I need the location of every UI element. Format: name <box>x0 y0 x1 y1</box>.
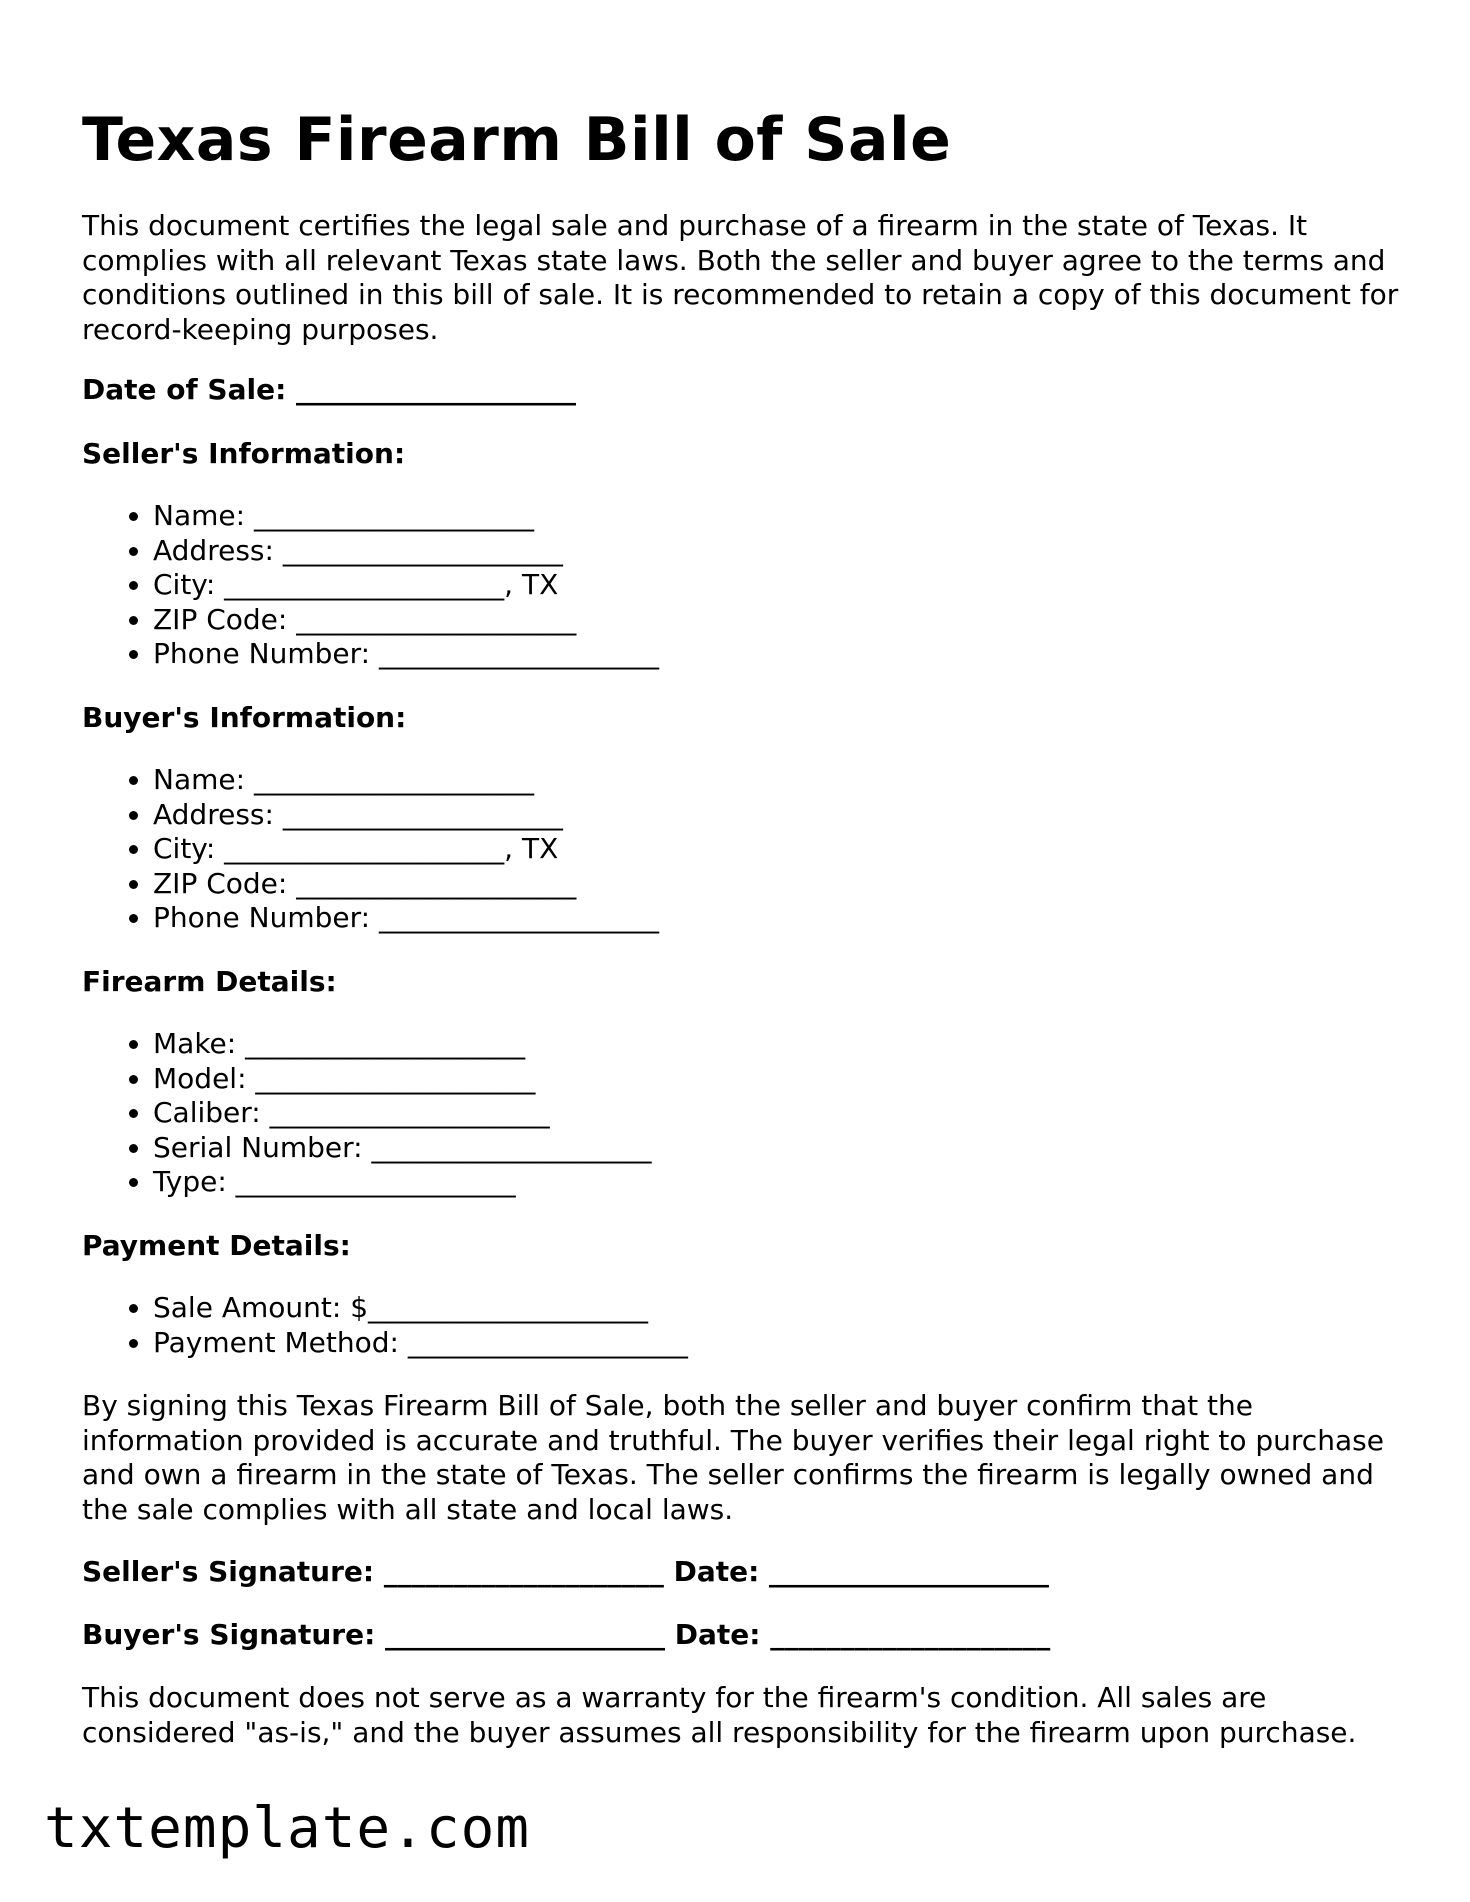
buyer-info-heading: Buyer's Information: <box>82 700 407 734</box>
certification-paragraph: By signing this Texas Firearm Bill of Sale, both the seller and buyer confirm that the information provided is accurate and truthful. The buyer verifies their legal right to purchase and own a firearm in the state of Texas. The seller confirms the firearm is legally owned and the sale complies with all state and local laws. <box>82 1389 1384 1526</box>
payment-details-list <box>82 1291 1402 1360</box>
seller-address-field: • Address: ____________________ <box>153 534 1402 569</box>
document-body <box>82 100 1402 1750</box>
seller-info-heading: Seller's Information: <box>82 436 406 470</box>
disclaimer-paragraph: This document does not serve as a warranty for the firearm's condition. All sales are considered "as-is," and the buyer assumes all responsibility for the firearm upon purchase. <box>82 1681 1357 1749</box>
buyer-signature-line: Buyer's Signature: ____________________ Date: ____________________ <box>82 1617 1051 1651</box>
firearm-details-heading: Firearm Details: <box>82 964 337 998</box>
site-watermark: txtemplate.com <box>44 1796 531 1861</box>
sale-amount-field: • Sale Amount: $____________________ <box>153 1291 1402 1326</box>
payment-details-heading: Payment Details: <box>82 1228 351 1262</box>
payment-method-field: • Payment Method: ____________________ <box>153 1326 1402 1361</box>
seller-info-list <box>82 499 1402 672</box>
firearm-caliber-field: • Caliber: ____________________ <box>153 1096 1402 1131</box>
seller-city-field: • City: ____________________, TX <box>153 568 1402 603</box>
seller-signature-line: Seller's Signature: ____________________ Date: ____________________ <box>82 1555 1050 1588</box>
firearm-type-field: • Type: ____________________ <box>153 1165 1402 1200</box>
seller-zip-field: • ZIP Code: ____________________ <box>153 603 1402 638</box>
buyer-zip-field: • ZIP Code: ____________________ <box>153 867 1402 902</box>
date-of-sale-field: Date of Sale: ____________________ <box>82 373 577 406</box>
document-title: Texas Firearm Bill of Sale <box>82 105 952 175</box>
buyer-address-field: • Address: ____________________ <box>153 798 1402 833</box>
firearm-model-field: • Model: ____________________ <box>153 1062 1402 1097</box>
firearm-details-list <box>82 1027 1402 1200</box>
seller-name-field: • Name: ____________________ <box>153 499 1402 534</box>
buyer-info-list <box>82 763 1402 936</box>
firearm-serial-field: • Serial Number: ____________________ <box>153 1131 1402 1166</box>
firearm-make-field: • Make: ____________________ <box>153 1027 1402 1062</box>
buyer-city-field: • City: ____________________, TX <box>153 832 1402 867</box>
seller-phone-field: • Phone Number: ____________________ <box>153 637 1402 672</box>
intro-paragraph: This document certifies the legal sale and purchase of a firearm in the state of Texas. It complies with all relevant Texas state laws. Both the seller and buyer agree to the terms and conditions outlined in this bill of sale. It is recommended to retain a copy of this document for record-keeping purposes. <box>82 209 1399 346</box>
buyer-phone-field: • Phone Number: ____________________ <box>153 901 1402 936</box>
buyer-name-field: • Name: ____________________ <box>153 763 1402 798</box>
